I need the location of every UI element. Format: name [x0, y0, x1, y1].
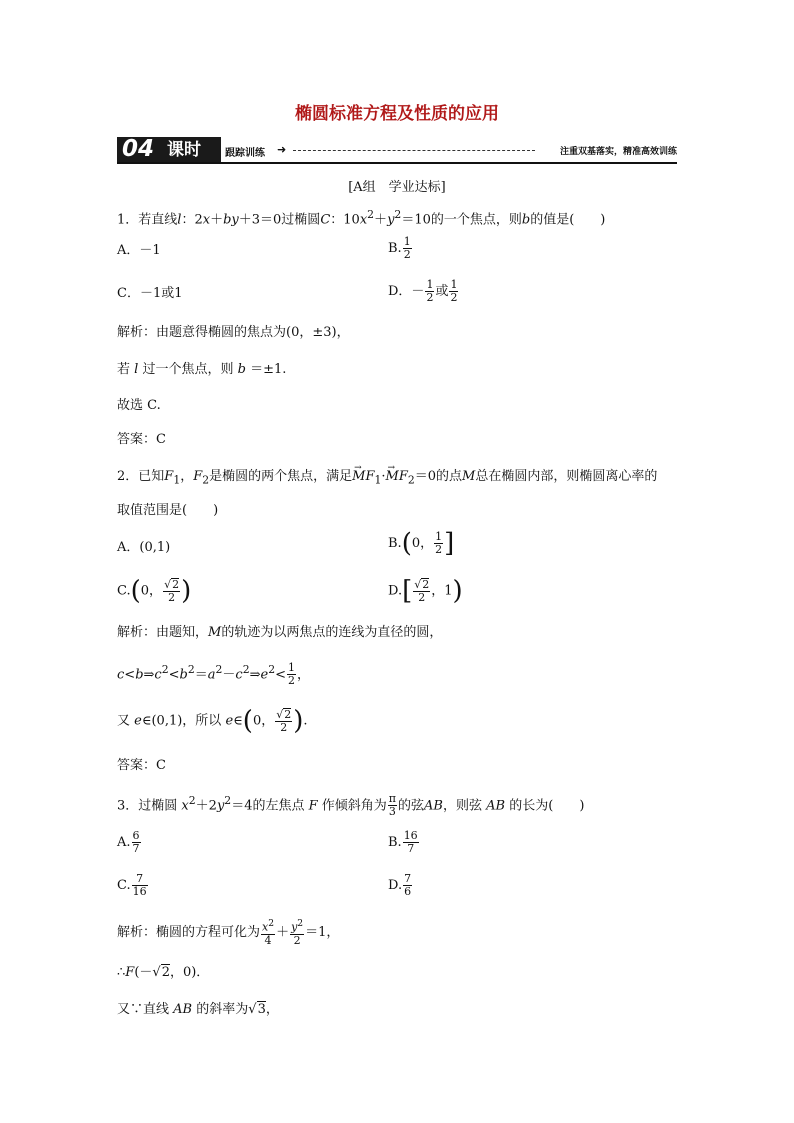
q3-solution-line-2: ∴F(－√2，0)．: [117, 965, 210, 980]
q2-option-d: D.[ $\frac{√2}{2}$ ，1): [388, 576, 463, 606]
track-label: 跟踪训练: [225, 148, 265, 159]
q3-solution-line-3: 又∵直线 AB 的斜率为√3，: [117, 1002, 279, 1017]
lesson-label: 课时: [167, 140, 201, 160]
q1-solution-line-1: 解析：由题意得椭圆的焦点为(0，±3)，: [117, 325, 350, 340]
q1-option-b: B. $\frac{1}{2}$: [388, 235, 411, 261]
q2-option-a: A．(0,1): [117, 540, 171, 555]
lesson-badge: [117, 137, 221, 162]
q1-answer: 答案：C: [117, 432, 166, 447]
banner-slogan: 注重双基落实，精准高效训练: [559, 147, 677, 157]
q2-solution-line-2: $c<b\Rightarrow c^2<b^2=a^2-c^2\Rightarrow e^2<$ $\frac{1}{2}$ ，: [117, 661, 310, 688]
lesson-number: 04: [122, 136, 155, 162]
group-heading: [A组 学业达标]: [348, 180, 446, 195]
q2-option-b: B.(0， $\frac{1}{2}$ ]: [388, 528, 455, 559]
dashed-divider: [293, 150, 535, 151]
q1-option-a: A．－1: [117, 243, 161, 258]
q3-solution-line-1: 解析：椭圆的方程可化为 $\frac{x^2}{4}$ ＋ $\frac{y^2}{2}$ ＝1，: [117, 918, 340, 947]
q3-option-c: C. $\frac{7}{16}$: [117, 872, 147, 898]
q2-stem: 2．已知$F_1$，$F_2$是椭圆的两个焦点，满足→ $MF_1\cdot\to MF_2=0$的点M总在椭圆内部，则椭圆离心率的: [117, 469, 657, 489]
q2-answer: 答案：C: [117, 758, 166, 773]
q2-stem-line-2: 取值范围是( ): [117, 503, 219, 518]
q3-option-a: A. $\frac{6}{7}$: [117, 829, 140, 855]
q1-option-d: D．－ $\frac{1}{2}$ 或 $\frac{1}{2}$: [388, 278, 458, 304]
q2-solution-line-1: 解析：由题知，M的轨迹为以两焦点的连线为直径的圆，: [117, 625, 443, 640]
q3-option-b: B. $\frac{16}{7}$: [388, 829, 418, 855]
q2-option-c: C.(0， $\frac{√2}{2}$ ): [117, 576, 192, 606]
q1-solution-line-2: 若 l 过一个焦点，则 b ＝±1.: [117, 362, 287, 377]
banner-rule: [117, 162, 677, 164]
q3-option-d: D. $\frac{7}{6}$: [388, 872, 412, 898]
q1-solution-line-3: 故选 C.: [117, 398, 161, 413]
q1-stem: 1．若直线l：2x＋by＋3＝0过椭圆C：$10x^2+y^2=10$的一个焦点，则b的值是( ): [117, 208, 606, 228]
circled-arrow-icon: ➜: [277, 143, 287, 156]
q1-option-c: C．－1或1: [117, 286, 183, 301]
lesson-banner: [117, 137, 677, 165]
q3-stem: 3．过椭圆 $x^2+2y^2=4$的左焦点 F 作倾斜角为 $\frac{\pi}{3}$ 的弦AB，则弦 AB 的长为( ): [117, 792, 585, 819]
page-title: 椭圆标准方程及性质的应用: [295, 104, 499, 124]
q2-solution-line-3: 又 e∈(0,1)，所以 e∈(0， $\frac{√2}{2}$ ).: [117, 706, 308, 736]
